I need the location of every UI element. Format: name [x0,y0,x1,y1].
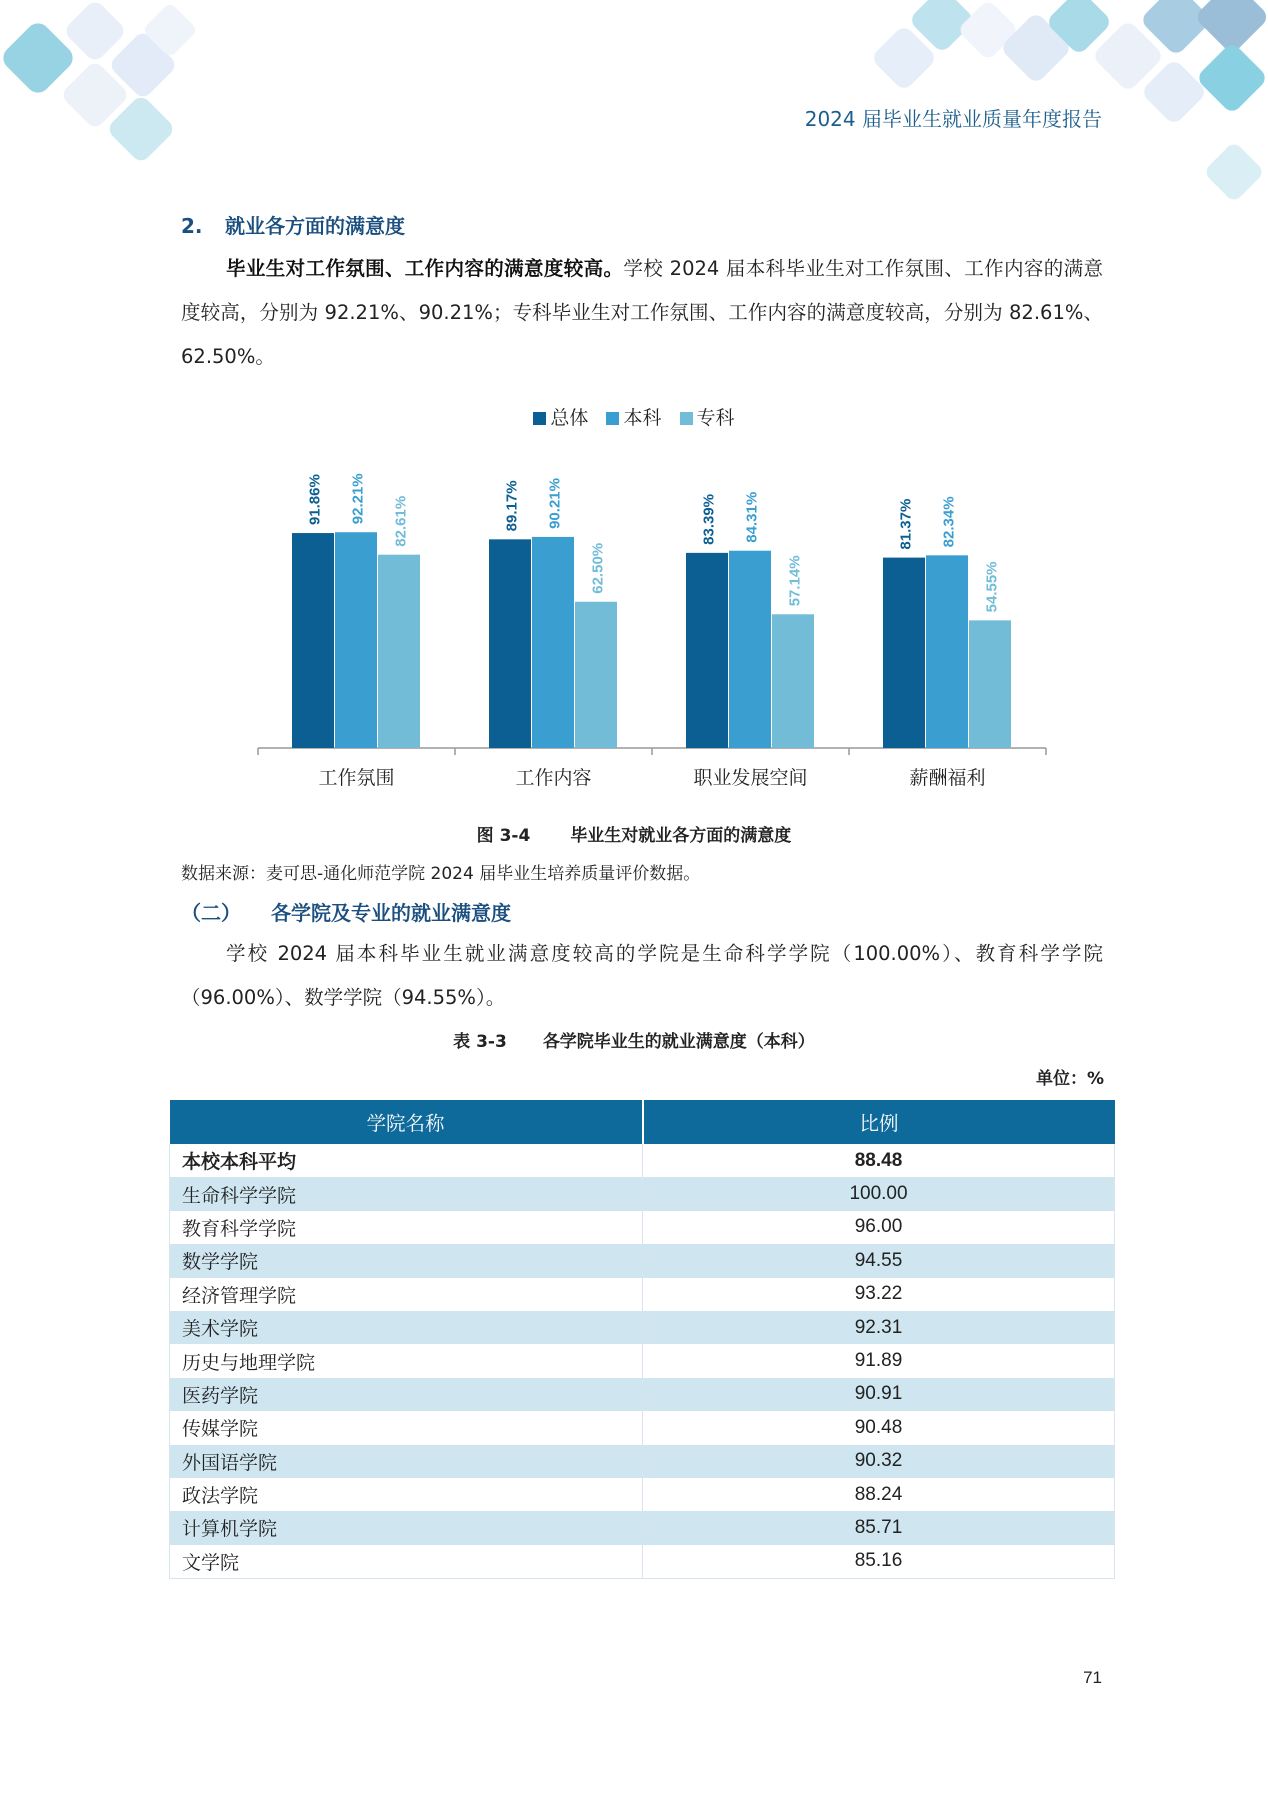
page-number: 71 [1083,1668,1102,1687]
figure-caption [0,821,1268,846]
category-label: 工作内容 [515,767,592,789]
data-label: 83.39% [700,493,718,545]
section-heading [181,210,405,239]
ratio-value: 88.48 [643,1144,1115,1177]
table-row [170,1244,1115,1277]
legend-item-undergrad [606,403,661,430]
table-unit: 单位：% [1035,1069,1104,1089]
satisfaction-table [169,1100,1115,1579]
bar-本科-薪酬福利 [926,555,968,748]
ratio-value: 100.00 [643,1177,1115,1210]
data-label: 90.21% [546,478,564,529]
college-name: 美术学院 [170,1311,643,1344]
bar-chart [0,440,1268,800]
data-label: 62.50% [589,542,607,594]
table-row [170,1177,1115,1210]
data-label: 84.31% [743,491,761,543]
legend-label-undergrad: 本科 [623,407,662,429]
college-name: 外国语学院 [170,1445,643,1478]
paragraph-2: 学校 2024 届本科毕业生就业满意度较高的学院是生命科学学院（100.00%）、教育科学学院（96.00%）、数学学院（94.55%）。 [181,942,1103,1009]
ratio-value: 92.31 [643,1311,1115,1344]
college-name: 计算机学院 [170,1511,643,1544]
bar-专科-薪酬福利 [969,620,1011,748]
table-row [170,1545,1115,1579]
ratio-value: 96.00 [643,1211,1115,1244]
figure-title: 毕业生对就业各方面的满意度 [570,826,792,846]
bar-专科-工作内容 [575,602,617,748]
data-label: 92.21% [349,473,367,525]
ratio-value: 90.32 [643,1445,1115,1478]
college-name: 政法学院 [170,1478,643,1511]
figure-number: 图 3-4 [476,826,531,846]
bar-专科-职业发展空间 [772,614,814,748]
legend-swatch-undergrad [606,412,619,425]
table-title: 各学院毕业生的就业满意度（本科） [542,1032,815,1052]
college-name: 传媒学院 [170,1411,643,1444]
ratio-value: 88.24 [643,1478,1115,1511]
table-number: 表 3-3 [453,1032,507,1052]
table-header-row [170,1100,1115,1144]
bar-总体-工作氛围 [292,533,334,748]
table-row [170,1478,1115,1511]
legend-swatch-total [533,412,546,425]
ratio-value: 91.89 [643,1344,1115,1377]
table-row [170,1411,1115,1444]
college-name: 历史与地理学院 [170,1344,643,1377]
category-label: 薪酬福利 [909,767,986,789]
data-label: 89.17% [503,480,521,532]
college-name: 医药学院 [170,1378,643,1411]
college-name: 本校本科平均 [170,1144,643,1177]
bar-专科-工作氛围 [378,555,420,748]
paragraph-1 [181,247,1103,379]
data-label: 82.61% [392,495,410,547]
bar-本科-职业发展空间 [729,551,771,748]
table-row [170,1445,1115,1478]
data-label: 91.86% [306,474,324,526]
ratio-value: 85.16 [643,1545,1115,1579]
table-row [170,1511,1115,1544]
table-row [170,1278,1115,1311]
table-row [170,1311,1115,1344]
data-label: 54.55% [983,561,1001,613]
paragraph-1-body: 学校 2024 届本科毕业生对工作氛围、工作内容的满意度较高，分别为 92.21%、90.21%；专科毕业生对工作氛围、工作内容的满意度较高，分别为 82.61%、62.50%。 [181,257,1103,368]
column-header-college: 学院名称 [170,1100,643,1144]
ratio-value: 90.91 [643,1378,1115,1411]
bar-总体-薪酬福利 [883,558,925,748]
bar-总体-职业发展空间 [686,553,728,748]
section-number: 2. [181,214,203,238]
data-label: 82.34% [940,496,958,548]
legend-swatch-junior [680,412,693,425]
legend-item-junior [680,403,735,430]
legend-item-total [533,403,588,430]
college-name: 生命科学学院 [170,1177,643,1210]
chart-legend [0,403,1268,430]
ratio-value: 93.22 [643,1278,1115,1311]
bar-本科-工作氛围 [335,532,377,748]
college-name: 数学学院 [170,1244,643,1277]
table-caption [0,1027,1268,1052]
college-name: 经济管理学院 [170,1278,643,1311]
column-header-ratio: 比例 [643,1100,1115,1144]
bar-总体-工作内容 [489,539,531,748]
ratio-value: 85.71 [643,1511,1115,1544]
ratio-value: 94.55 [643,1244,1115,1277]
category-label: 工作氛围 [318,767,395,789]
running-header: 2024 届毕业生就业质量年度报告 [804,107,1102,131]
subsection-title: 各学院及专业的就业满意度 [271,901,511,925]
bar-本科-工作内容 [532,537,574,748]
table-row [170,1211,1115,1244]
subsection-number: （二） [181,901,241,925]
table-row [170,1344,1115,1377]
category-label: 职业发展空间 [693,767,808,789]
legend-label-total: 总体 [550,407,589,429]
paragraph-1-lead: 毕业生对工作氛围、工作内容的满意度较高。 [226,257,624,280]
subsection-heading [181,897,511,926]
data-label: 81.37% [897,498,915,550]
legend-label-junior: 专科 [696,407,735,429]
data-label: 57.14% [786,555,804,607]
table-row [170,1144,1115,1177]
table-row [170,1378,1115,1411]
section-title: 就业各方面的满意度 [225,214,405,238]
college-name: 文学院 [170,1545,643,1579]
college-name: 教育科学学院 [170,1211,643,1244]
ratio-value: 90.48 [643,1411,1115,1444]
data-source-note: 数据来源：麦可思-通化师范学院 2024 届毕业生培养质量评价数据。 [181,864,701,884]
